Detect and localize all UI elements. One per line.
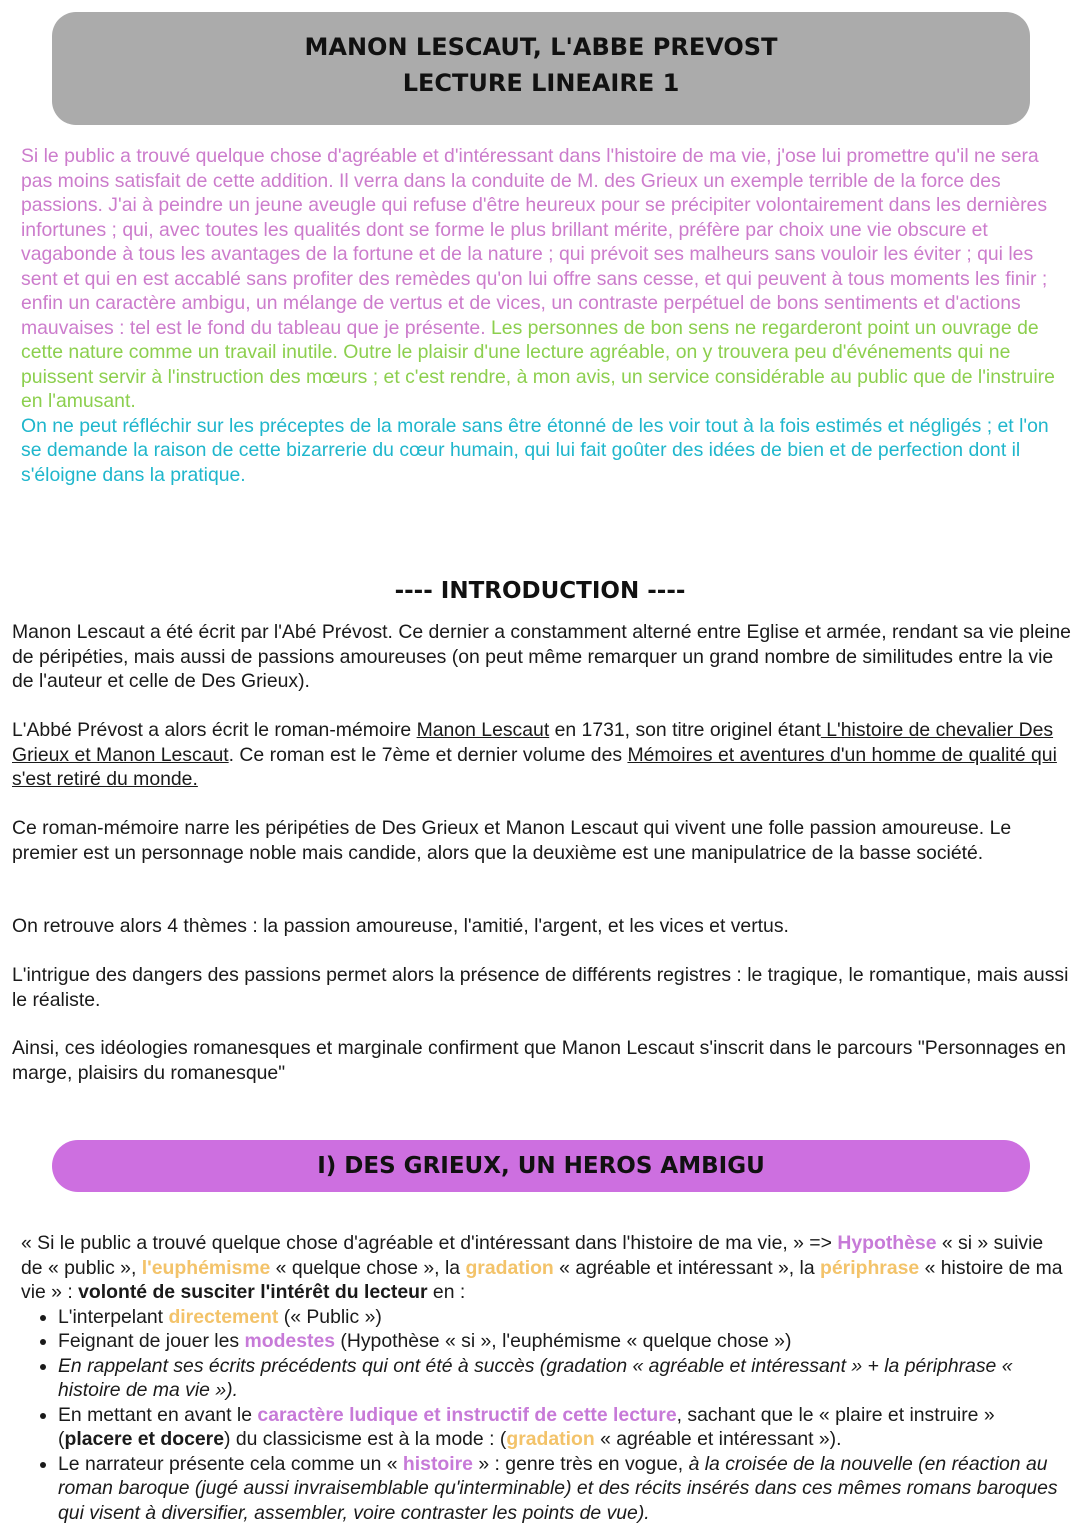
intro-paragraph-4: On retrouve alors 4 thèmes : la passion amoureuse, l'amitié, l'argent, et les vices et vertus. [12, 915, 789, 937]
analysis-key-idea: volonté de susciter l'intérêt du lecteur [78, 1281, 428, 1303]
latin-expression: placere et docere [64, 1428, 224, 1450]
extract-part-2: Les personnes de bon sens ne regarderont point un ouvrage de cette nature comme un travail inutile. Outre le plaisir d'une lecture agréable, on y trouvera peu d'événements qui ne puissent servir à l'instruction des mœurs ; et c'est rendre, à mon avis, un service considérable au public que de l'instruire en l'amusant. [21, 316, 1055, 412]
extract-part-3: On ne peut réfléchir sur les préceptes de la morale sans être étonné de les voir tout à la fois estimés et négligés ; et l'on se demande la raison de cette bizarrerie du cœur humain, qui lui fait goûter des idées de bien et de perfection dont il s'éloigne dans la pratique. [21, 414, 1049, 486]
intro-p2-text-c: . Ce roman est le 7ème et dernier volume des [228, 743, 628, 766]
bullet-text: En mettant en avant le [58, 1403, 258, 1426]
analysis-text: « histoire de ma vie » : [21, 1256, 1063, 1303]
bullet-text: » : genre très en vogue, [472, 1452, 689, 1475]
analysis-text: « quelque chose », la [270, 1256, 466, 1279]
section-1-heading: I) DES GRIEUX, UN HEROS AMBIGU [317, 1153, 765, 1179]
intro-p2-text-a: L'Abbé Prévost a alors écrit le roman-mémoire [12, 719, 417, 741]
bullet-text: L'interpelant [58, 1305, 169, 1328]
intro-paragraph-2 [12, 718, 1072, 792]
extract-text [21, 144, 1066, 487]
extract-part-1: Si le public a trouvé quelque chose d'agréable et d'intéressant dans l'histoire de ma vie, j'ose lui promettre qu'il ne sera pas moins satisfait de cette addition. Il verra dans la conduite de M. des Grieux un exemple terrible de la force des passions. J'ai à peindre un jeune aveugle qui refuse d'être heureux pour se précipiter volontairement dans les dernières infortunes ; qui, avec toutes les qualités dont se forme le plus brillant mérite, préfère par choix une vie obscure et vagabonde à tous les avantages de la fortune et de la nature ; qui prévoit ses malheurs sans vouloir les éviter ; qui les sent et qui en est accablé sans profiter des remèdes qu'on lui offre sans cesse, et qui peuvent à tous moments les finir ; enfin un caractère ambigu, un mélange de vertus et de vices, un contraste perpétuel de bons sentiments et d'actions mauvaises : tel est le fond du tableau que je présente. [21, 145, 1048, 339]
highlight-gradation: gradation [506, 1428, 595, 1450]
bullet-text: Feignant de jouer les [58, 1330, 245, 1352]
introduction-heading: ---- INTRODUCTION ---- [394, 578, 686, 604]
list-item: • En rappelant ses écrits précédents qui ont été à succès (gradation « agréable et intéressant » + la périphrase « histoire de ma vie »). [58, 1354, 1066, 1403]
book-title-memoires: Mémoires et aventures d'un homme de qualité qui s'est retiré du monde. [12, 743, 1057, 790]
list-item [58, 1329, 1066, 1354]
section-1-heading-banner [52, 1140, 1030, 1192]
list-item [58, 1452, 1066, 1526]
intro-paragraph-3: Ce roman-mémoire narre les péripéties de Des Grieux et Manon Lescaut qui vivent une folle passion amoureuse. Le premier est un personnage noble mais candide, alors que la deuxième est une manipulatrice de la basse société. [12, 817, 1012, 864]
analysis-intro [21, 1231, 1066, 1305]
document-title-banner [52, 12, 1030, 125]
book-title-manon-lescaut: Manon Lescaut [416, 719, 550, 741]
bullet-text: , sachant que le « plaire et instruire » ( [58, 1403, 995, 1450]
list-item [58, 1403, 1066, 1452]
intro-paragraph-1: Manon Lescaut a été écrit par l'Abé Prévost. Ce dernier a constamment alterné entre Eglise et armée, rendant sa vie pleine de péripéties, mais aussi de passions amoureuses (on peut même remarquer un grand nombre de similitudes entre la vie de l'auteur et celle de Des Grieux). [12, 621, 1071, 692]
highlight-periphrase: périphrase [820, 1256, 920, 1279]
highlight-hypothese: Hypothèse [837, 1232, 937, 1254]
document-subtitle: LECTURE LINEAIRE 1 [402, 69, 680, 97]
intro-paragraph-6: Ainsi, ces idéologies romanesques et marginale confirment que Manon Lescaut s'inscrit dans le parcours "Personnages en marge, plaisirs du romanesque" [12, 1037, 1066, 1084]
bullet-text: (Hypothèse « si », l'euphémisme « quelque chose ») [335, 1330, 792, 1352]
highlight-gradation: gradation [465, 1256, 554, 1279]
intro-p2-text-b: en 1731, son titre originel étant [549, 719, 821, 741]
bullet-text: Le narrateur présente cela comme un « [58, 1452, 403, 1475]
analysis-text: en : [427, 1281, 466, 1303]
bullet-text: « agréable et intéressant »). [594, 1428, 842, 1450]
analysis-text: « agréable et intéressant », la [553, 1256, 821, 1279]
intro-paragraph-5: L'intrigue des dangers des passions permet alors la présence de différents registres : le tragique, le romantique, mais aussi le réaliste. [12, 964, 1069, 1011]
highlight-caractere-ludique: caractère ludique et instructif de cette lecture [257, 1403, 677, 1426]
book-title-original: L'histoire de chevalier Des Grieux et Manon Lescaut [12, 719, 1054, 766]
highlight-histoire: histoire [402, 1452, 473, 1475]
document-title: MANON LESCAUT, L'ABBE PREVOST [304, 33, 778, 61]
list-item [58, 1305, 1066, 1330]
analysis-bullet-list [21, 1305, 1066, 1526]
section-1-analysis [21, 1231, 1066, 1525]
highlight-euphemisme: l'euphémisme [141, 1256, 271, 1279]
bullet-text: (« Public ») [278, 1305, 382, 1328]
highlight-modestes: modestes [244, 1330, 336, 1352]
analysis-text: « Si le public a trouvé quelque chose d'agréable et d'intéressant dans l'histoire de ma vie, » => [21, 1232, 838, 1254]
bullet-text: ) du classicisme est à la mode : ( [224, 1428, 507, 1450]
highlight-directement: directement [168, 1305, 279, 1328]
analysis-text: « si » suivie de « public », [21, 1232, 1044, 1279]
bullet-text: à la croisée de la nouvelle (en réaction au roman baroque (jugé aussi invraisemblable qu'interminable) et des récits insérés dans ces mêmes romans baroques qui visent à diversifier, assembler, voire contraster les points de vue). [58, 1452, 1058, 1524]
